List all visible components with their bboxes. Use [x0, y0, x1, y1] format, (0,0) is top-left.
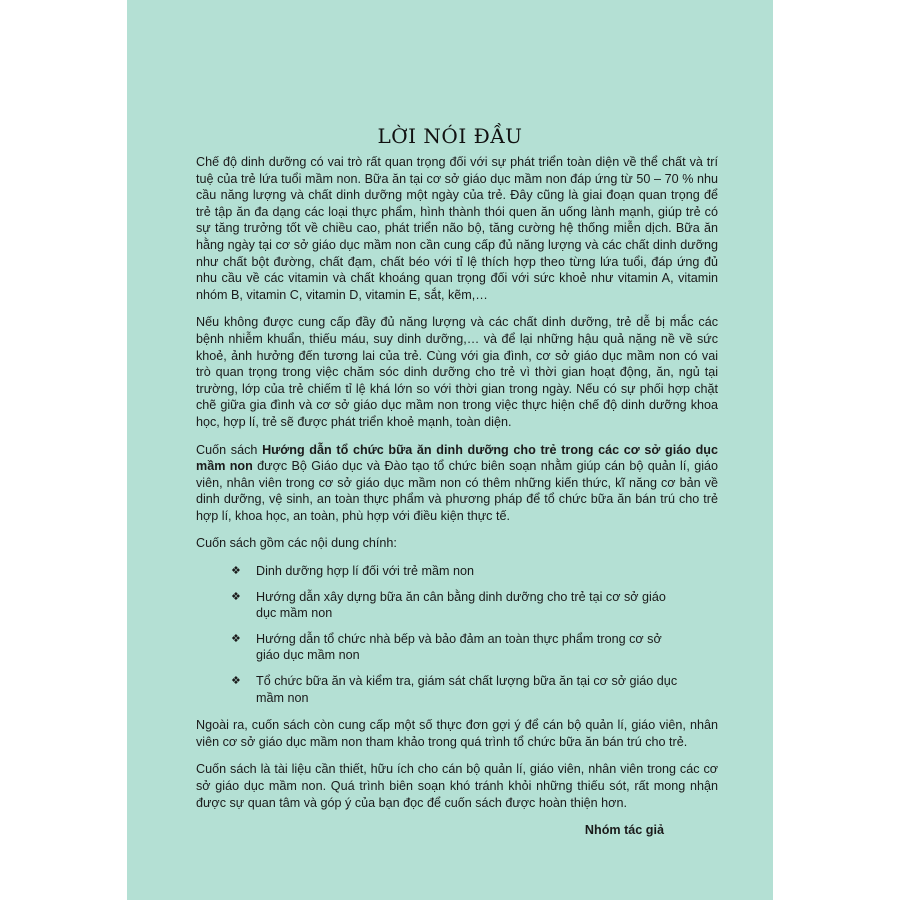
paragraph-5: Ngoài ra, cuốn sách còn cung cấp một số thực đơn gợi ý để cán bộ quản lí, giáo viên, nhân viên cơ sở giáo dục mầm non tham khảo trong quá trình tổ chức bữa ăn bán trú cho trẻ. — [196, 718, 718, 749]
paragraph-3-lead: Cuốn sách — [196, 442, 263, 457]
list-item-text: Hướng dẫn xây dựng bữa ăn cân bằng dinh dưỡng cho trẻ tại cơ sở giáo dục mầm non — [256, 589, 666, 621]
list-item-text: Tổ chức bữa ăn và kiểm tra, giám sát chất lượng bữa ăn tại cơ sở giáo dục mầm non — [256, 674, 678, 705]
list-item-text: Dinh dưỡng hợp lí đối với trẻ mầm non — [256, 564, 475, 579]
list-item — [231, 589, 681, 622]
paragraph-1: Chế độ dinh dưỡng có vai trò rất quan trọng đối với sự phát triển toàn diện về thể chất và trí tuệ của trẻ lứa tuổi mầm non. Bữa ăn tại cơ sở giáo dục mầm non đáp ứng từ 50 – 70 % nhu cầu năng lượng và chất dinh dưỡng một ngày của trẻ. Đây cũng là giai đoạn quan trọng để trẻ tập ăn đa dạng các loại thực phẩm, hình thành thói quen ăn uống lành mạnh, giúp trẻ có sự tăng trưởng tốt về chiều cao, phát triển não bộ, tăng cường hệ thống miễn dịch. Bữa ăn hằng ngày tại cơ sở giáo dục mầm non cần cung cấp đủ năng lượng và các chất dinh dưỡng như chất bột đường, chất đạm, chất béo với tỉ lệ thích hợp theo từng lứa tuổi, đáp ứng đủ nhu cầu về các vitamin và chất khoáng quan trọng đối với sức khoẻ như vitamin A, vitamin nhóm B, vitamin C, vitamin D, vitamin E, sắt, kẽm,… — [196, 155, 718, 302]
list-item — [231, 631, 681, 664]
paragraph-3 — [196, 442, 718, 525]
list-item — [231, 673, 681, 706]
list-item-text: Hướng dẫn tổ chức nhà bếp và bảo đảm an toàn thực phẩm trong cơ sở giáo dục mầm non — [256, 631, 662, 663]
paragraph-4: Cuốn sách gồm các nội dung chính: — [196, 536, 397, 551]
diamond-bullet-icon: ❖ — [231, 564, 241, 578]
book-page — [127, 0, 773, 900]
paragraph-2: Nếu không được cung cấp đầy đủ năng lượng và các chất dinh dưỡng, trẻ dễ bị mắc các bệnh nhiễm khuẩn, thiếu máu, suy dinh dưỡng,… và để lại những hậu quả nặng nề về sức khoẻ, ảnh hưởng đến tương lai của trẻ. Cùng với gia đình, cơ sở giáo dục mầm non có vai trò quan trọng trong việc chăm sóc dinh dưỡng cho trẻ vì thời gian hoạt động, ăn, ngủ tại trường, lớp của trẻ chiếm tỉ lệ khá lớn so với thời gian trong ngày. Nếu có sự phối hợp chặt chẽ giữa gia đình và cơ sở giáo dục mầm non trong việc thực hiện chế độ dinh dưỡng khoa học, hợp lí, trẻ sẽ được phát triển khoẻ mạnh, toàn diện. — [196, 315, 718, 429]
diamond-bullet-icon: ❖ — [231, 631, 241, 645]
diamond-bullet-icon: ❖ — [231, 674, 241, 688]
signature: Nhóm tác giả — [584, 823, 664, 838]
preface-body — [196, 154, 718, 839]
list-item — [231, 563, 681, 580]
diamond-bullet-icon: ❖ — [231, 589, 241, 603]
book-title-bold: Hướng dẫn tổ chức bữa ăn dinh dưỡng cho trẻ trong các cơ sở giáo dục mầm non — [196, 442, 718, 474]
contents-list — [196, 563, 718, 706]
paragraph-6: Cuốn sách là tài liệu cần thiết, hữu ích cho cán bộ quản lí, giáo viên, nhân viên trong các cơ sở giáo dục mầm non. Quá trình biên soạn khó tránh khỏi những thiếu sót, rất mong nhận được sự quan tâm và góp ý của bạn đọc để cuốn sách được hoàn thiện hơn. — [196, 762, 718, 810]
page-title: LỜI NÓI ĐẦU — [377, 124, 523, 148]
paragraph-3-rest: được Bộ Giáo dục và Đào tạo tổ chức biên soạn nhằm giúp cán bộ quản lí, giáo viên, nhân viên trong cơ sở giáo dục mầm non có thêm những kiến thức, kĩ năng cơ bản về dinh dưỡng, vệ sinh, an toàn thực phẩm và phương pháp để tổ chức bữa ăn bán trú cho trẻ hợp lí, khoa học, an toàn, phù hợp với điều kiện thực tế. — [196, 459, 719, 523]
